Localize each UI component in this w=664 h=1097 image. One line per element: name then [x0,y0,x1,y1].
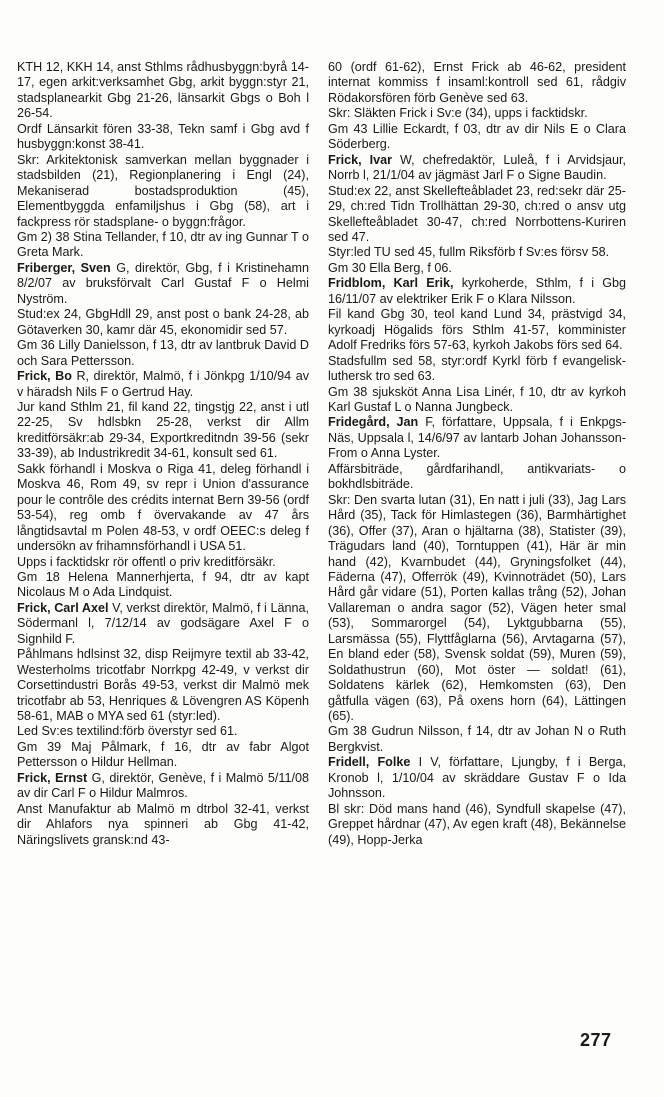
biography-entry [328,415,626,461]
entry-text: Påhlmans hdlsinst 32, disp Reijmyre textil ab 33-42, Westerholms tricotfabr Norrkpg 42-49, v verkst dir Corsettindustri Borås 49-53, verkst dir Malmö mek tricotfabr ab 53, Henriques & Lövengren AS Köpenh 58-61, MAB o MYA sed 61 (styr:led). [17,647,309,724]
entry-text: 60 (ordf 61-62), Ernst Frick ab 46-62, president internat kommiss f insaml:kontroll sed 61, rådgiv Rödakorsfören förb Genève sed 63. [328,60,626,105]
entry-paragraph [17,647,309,724]
entry-text: R, direktör, Malmö, f i Jönkpg 1/10/94 av v häradsh Nils F o Gertrud Hay. [17,369,309,399]
entry-text: Anst Manufaktur ab Malmö m dtrbol 32-41, verkst dir Ahlafors nya spinneri ab Gbg 41-42, Näringslivets gransk:nd 43- [17,801,309,847]
entry-paragraph [17,307,309,338]
entry-text: KTH 12, KKH 14, anst Sthlms rådhusbyggn:byrå 14-17, egen arkit:verksamhet Gbg, arkit byggn:styr 21, stadsplanearkit Gbg 21-26, länsarkit Gbgs o Boh l 26-54. [17,60,309,121]
entry-text: Gm 18 Helena Mannerhjerta, f 94, dtr av kapt Nicolaus M o Ada Lindquist. [17,569,309,600]
entry-headword: Frick, Bo [17,369,72,384]
entry-paragraph [328,802,626,848]
entry-paragraph [17,724,309,739]
biography-entry [17,771,309,802]
page-number: 277 [580,1030,612,1050]
entry-text: kyrkoherde, Sthlm, f i Gbg 16/11/07 av elektriker Erik F o Klara Nilsson. [328,276,626,306]
entry-text: Stadsfullm sed 58, styr:ordf Kyrkl förb f evangelisk-luthersk tro sed 63. [328,353,626,384]
entry-paragraph [17,400,309,462]
biography-entry [17,601,309,647]
entry-paragraph [328,261,626,276]
entry-text: Ordf Länsarkit fören 33-38, Tekn samf i Gbg avd f husbyggn:konst 38-41. [17,121,309,152]
entry-paragraph [328,724,626,755]
entry-text: Stud:ex 24, GbgHdll 29, anst post o bank 24-28, ab Götaverken 30, kamr där 45, ekonomidir sed 57. [17,307,309,337]
entry-text: G, direktör, Genève, f i Malmö 5/11/08 av dir Carl F o Hildur Malmros. [17,770,309,801]
entry-text: Styr:led TU sed 45, fullm Riksförb f Sv:es försv 58. [328,245,610,260]
entry-text: Stud:ex 22, anst Skellefteåbladet 23, red:sekr där 25-29, ch:red Tidn Trollhättan 29-30, ch:red o ansv utg Skellefteåbladet 30-47, ch:red Norrbottens-Kuriren sed 47. [328,183,626,244]
entry-paragraph [328,106,626,121]
entry-text: F, författare, Uppsala, f i Enkpgs-Näs, Uppsala l, 14/6/97 av lantarb Johan Johansson-From o Anna Lyster. [328,415,627,461]
entry-text: Affärsbiträde, gårdfarihandl, antikvariats- o bokhdlsbiträde. [328,461,626,492]
entry-headword: Friberger, Sven [17,260,111,275]
entry-paragraph [17,555,309,570]
entry-headword: Frick, Ernst [17,770,88,785]
entry-text: Gm 2) 38 Stina Tellander, f 10, dtr av ing Gunnar T o Greta Mark. [17,229,309,260]
entry-headword: Fridegård, Jan [328,415,419,430]
entry-paragraph [328,60,626,106]
entry-paragraph [328,184,626,246]
entry-text: Bl skr: Död mans hand (46), Syndfull skapelse (47), Greppet hårdnar (47), Av egen kraft (48), Bekännelse (49), Hopp-Jerka [328,801,626,847]
biography-entry [328,153,626,184]
entry-paragraph [328,354,626,385]
entry-text: Upps i facktidskr rör offentl o priv kreditförsäkr. [17,554,276,569]
entry-text: Fil kand Gbg 30, teol kand Lund 34, prästvigd 34, kyrkoadj Högalids förs Sthlm 41-57, komminister Adolf Fredriks förs 57-63, kyrkoh Jakobs förs sed 64. [328,307,626,353]
entry-paragraph [328,245,626,260]
biography-entry [328,755,626,801]
entry-paragraph [328,462,626,493]
entry-paragraph [328,385,626,416]
entry-text: Led Sv:es textilind:förb överstyr sed 61. [17,724,238,739]
left-column [17,60,309,848]
entry-paragraph [17,740,309,771]
entry-paragraph [328,493,626,725]
entry-paragraph [17,338,309,369]
entry-paragraph [17,60,309,122]
entry-text: V, verkst direktör, Malmö, f i Länna, Södermanl l, 7/12/14 av godsägare Axel F o Signhild F. [17,600,309,646]
entry-text: Gm 36 Lilly Danielsson, f 13, dtr av lantbruk David D och Sara Pettersson. [17,338,309,368]
entry-text: Jur kand Sthlm 21, fil kand 22, tingstjg 22, anst i utl 22-25, Sv hdlsbkn 25-28, verkst dir Allm kreditförsäkr:ab 29-34, Exportkreditndn 39-56 (sekr 33-39), ab Industrikredit 34-61, konsult sed 61. [17,399,309,461]
entry-text: Sakk förhandl i Moskva o Riga 41, deleg förhandl i Moskva 46, Rom 49, sv repr i Union d'assurance pour le contrôle des crédits internat Bern 39-56 (ordf 53-54), reg omb f övervakande av 47 års långtidsavtal m Polen 48-53, v ordf OEEC:s deleg f undersökn av frihamnsförhandl i USA 51. [17,461,309,554]
entry-text: Gm 38 Gudrun Nilsson, f 14, dtr av Johan N o Ruth Bergkvist. [328,724,626,754]
entry-paragraph [17,462,309,555]
entry-headword: Fridell, Folke [328,755,411,770]
entry-paragraph [17,802,309,848]
entry-text: W, chefredaktör, Luleå, f i Arvidsjaur, Norrb l, 21/1/04 av jägmäst Jarl F o Signe Baudin. [328,152,626,183]
entry-paragraph [17,230,309,261]
entry-headword: Fridblom, Karl Erik, [328,276,454,291]
biography-entry [17,261,309,307]
entry-paragraph [17,122,309,153]
entry-paragraph [328,122,626,153]
entry-paragraph [17,570,309,601]
entry-text: Gm 38 sjuksköt Anna Lisa Linér, f 10, dtr av kyrkoh Karl Gustaf L o Nanna Jungbeck. [328,384,626,414]
biography-entry [328,276,626,307]
entry-paragraph [17,153,309,230]
right-column [328,60,626,848]
biography-entry [17,369,309,400]
entry-headword: Frick, Carl Axel [17,600,109,615]
entry-text: Skr: Arkitektonisk samverkan mellan byggnader i stadsbilden (21), Regionplanering i Engl (24), Mekaniserad bostadsproduktion (45), Elementbyggda enfamiljshus i Gbg (58), art i fackpress rör stadsplane- o byggn:frågor. [17,152,309,229]
entry-headword: Frick, Ivar [328,152,392,167]
entry-text: Gm 39 Maj Pålmark, f 16, dtr av fabr Algot Pettersson o Hildur Hellman. [17,739,309,770]
entry-paragraph [328,307,626,353]
entry-text: Gm 30 Ella Berg, f 06. [328,260,452,275]
entry-text: G, direktör, Gbg, f i Kristinehamn 8/2/07 av bruksförvalt Carl Gustaf F o Helmi Nyström. [17,260,309,306]
entry-text: I V, författare, Ljungby, f i Berga, Kronob l, 1/10/04 av skräddare Gustav F o Ida Johnsson. [328,755,626,801]
entry-text: Skr: Den svarta lutan (31), En natt i juli (33), Jag Lars Hård (35), Tack för Himlastegen (36), Barmhärtighet (36), Offer (37), Aran o hjältarna (38), Statister (39), Trägudars land (40), Torntuppen (41), Här är min hand (42), Kvarnbudet (44), Gryningsfolket (44), Fäderna (47), Offerrök (49), Kvinnoträdet (50), Lars Hård går vidare (51), Porten kallas trång (52), Johan Vallareman o andra sagor (52), Vägen heter smal (53), Sommarorgel (54), Lyktgubbarna (55), Larsmässa (55), Flyttfåglarna (56), Arvtagarna (57), En bland eder (58), Svensk soldat (59), Muren (59), Soldathustrun (60), Mot öster — soldat! (61), Soldatens kärlek (62), Hemkomsten (63), Den gåtfulla vägen (63), På oxens horn (64), Lättingen (65). [328,492,626,724]
entry-text: Skr: Släkten Frick i Sv:e (34), upps i facktidskr. [328,106,588,121]
entry-text: Gm 43 Lillie Eckardt, f 03, dtr av dir Nils E o Clara Söderberg. [328,121,626,152]
